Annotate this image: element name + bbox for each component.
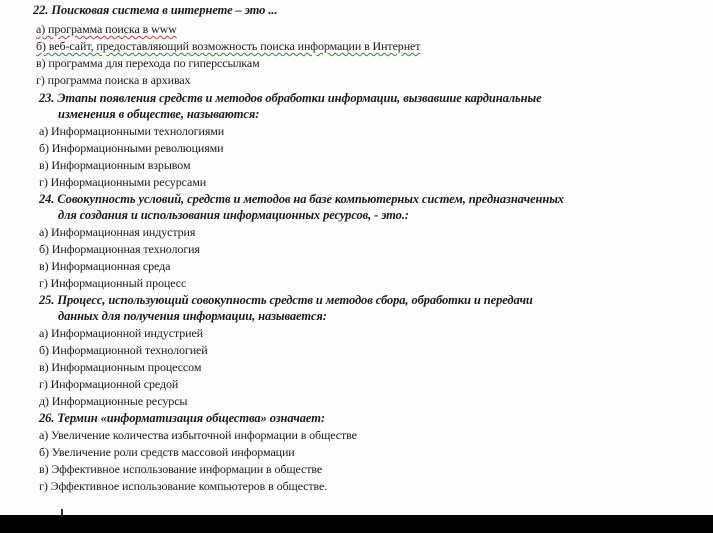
- answer-26-a: а) Увеличение количества избыточной информации в обществе: [39, 428, 357, 442]
- question-24-line2: для создания и использования информационных ресурсов, - это.:: [58, 208, 409, 222]
- answer-22-b: [36, 38, 420, 54]
- answer-23-a: а) Информационными технологиями: [39, 124, 225, 138]
- question-23-line2: изменения в обществе, называются:: [58, 107, 260, 121]
- question-22: 22. Поисковая система в интернете – это ...: [33, 3, 278, 17]
- answer-22-a: [36, 21, 177, 37]
- answer-23-d: г) Информационными ресурсами: [39, 175, 207, 189]
- question-26: 26. Термин «информатизация общества» означает:: [39, 411, 325, 425]
- answer-24-c: в) Информационная среда: [39, 259, 171, 273]
- question-25-line2: данных для получения информации, называется:: [58, 309, 327, 323]
- bottom-black-bar: [0, 515, 713, 533]
- answer-24-a: а) Информационная индустрия: [39, 225, 196, 239]
- question-24-line1: 24. Совокупность условий, средств и методов на базе компьютерных систем, предназначенных: [39, 192, 564, 206]
- answer-25-e: д) Информационные ресурсы: [39, 394, 188, 408]
- answer-22-b-text: б) веб-сайт, предоставляющий возможность поиска информации в Интернет: [36, 39, 421, 53]
- answer-24-b: б) Информационная технология: [39, 242, 200, 256]
- answer-25-a: а) Информационной индустрией: [39, 326, 203, 340]
- answer-22-c: в) программа для перехода по гиперссылкам: [36, 56, 260, 70]
- answer-25-d: г) Информационной средой: [39, 377, 179, 391]
- answer-23-b: б) Информационными революциями: [39, 141, 224, 155]
- answer-24-d: г) Информационный процесс: [39, 276, 187, 290]
- answer-26-d: г) Эффективное использование компьютеров в обществе.: [39, 479, 328, 493]
- answer-26-b: б) Увеличение роли средств массовой информации: [39, 445, 295, 459]
- answer-25-b: б) Информационной технологией: [39, 343, 208, 357]
- answer-22-a-text: а) программа поиска в www: [36, 22, 177, 36]
- answer-26-c: в) Эффективное использование информации в обществе: [39, 462, 323, 476]
- answer-22-d: г) программа поиска в архивах: [36, 73, 191, 87]
- question-23-line1: 23. Этапы появления средств и методов обработки информации, вызвавшие кардинальные: [39, 91, 542, 105]
- answer-25-c: в) Информационным процессом: [39, 360, 202, 374]
- question-25-line1: 25. Процесс, использующий совокупность средств и методов сбора, обработки и передачи: [39, 293, 533, 307]
- answer-23-c: в) Информационным взрывом: [39, 158, 191, 172]
